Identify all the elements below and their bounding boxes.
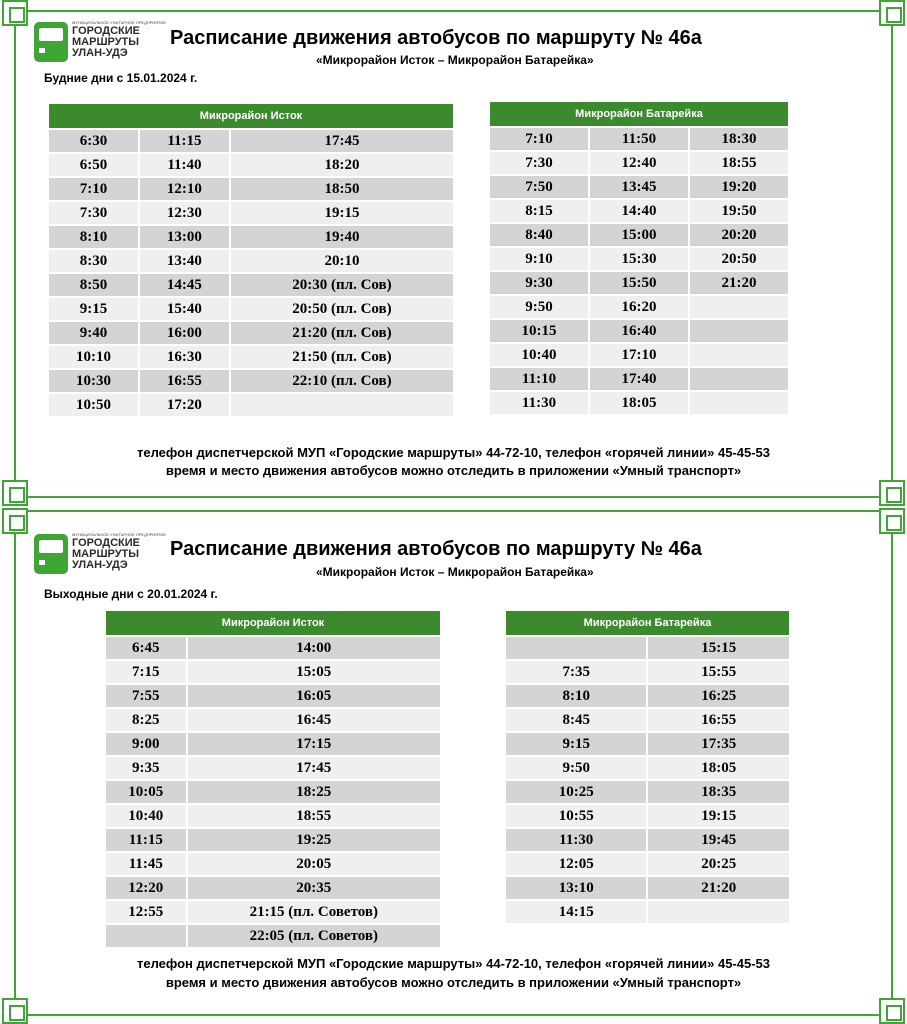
table-row xyxy=(106,661,440,683)
table-row xyxy=(490,176,788,198)
departure-time-cell: 12:20 xyxy=(106,877,186,899)
departure-time-cell: 7:55 xyxy=(106,685,186,707)
table-row xyxy=(106,853,440,875)
departure-time-cell xyxy=(690,392,788,414)
contact-phones: телефон диспетчерской МУП «Городские маршруты» 44-72-10, телефон «горячей линии» 45-45-53 xyxy=(136,445,771,460)
logo-line: МАРШРУТЫ xyxy=(72,36,140,48)
table-row xyxy=(490,272,788,294)
departure-time-cell: 21:15 (пл. Советов) xyxy=(188,901,440,923)
departure-time-cell: 10:25 xyxy=(506,781,646,803)
departure-time-cell: 12:55 xyxy=(106,901,186,923)
departure-time-cell: 7:30 xyxy=(490,152,588,174)
departure-time-cell: 10:40 xyxy=(106,805,186,827)
departure-time-cell xyxy=(690,296,788,318)
departure-time-cell xyxy=(690,344,788,366)
table-header: Микрорайон Исток xyxy=(106,611,440,635)
departure-time-cell xyxy=(506,637,646,659)
frame-bottom xyxy=(14,496,893,498)
table-row xyxy=(490,200,788,222)
departure-time-cell: 10:05 xyxy=(106,781,186,803)
departure-time-cell: 10:15 xyxy=(490,320,588,342)
logo-line: ГОРОДСКИЕ xyxy=(72,25,140,37)
departure-time-cell: 20:50 xyxy=(690,248,788,270)
departure-time-cell: 16:05 xyxy=(188,685,440,707)
departure-time-cell: 18:20 xyxy=(231,154,453,176)
table-row xyxy=(506,901,789,923)
departure-time-cell: 14:15 xyxy=(506,901,646,923)
departure-time-cell: 10:10 xyxy=(49,346,138,368)
departure-time-cell: 18:50 xyxy=(231,178,453,200)
departure-time-cell: 18:05 xyxy=(648,757,789,779)
departure-time-cell: 9:50 xyxy=(490,296,588,318)
departure-time-cell: 8:10 xyxy=(506,685,646,707)
departure-time-cell: 15:00 xyxy=(590,224,688,246)
table-row xyxy=(506,709,789,731)
istok-timetable xyxy=(104,609,442,949)
table-row xyxy=(106,901,440,923)
table-row xyxy=(106,781,440,803)
frame-top xyxy=(14,10,893,12)
departure-time-cell xyxy=(690,320,788,342)
departure-time-cell: 18:55 xyxy=(690,152,788,174)
departure-time-cell: 20:25 xyxy=(648,853,789,875)
departure-time-cell xyxy=(231,394,453,416)
route-subtitle: «Микрорайон Исток – Микрорайон Батарейка» xyxy=(316,53,594,67)
departure-time-cell: 18:25 xyxy=(188,781,440,803)
table-row xyxy=(490,392,788,414)
frame-corner xyxy=(879,998,905,1024)
table-row xyxy=(506,637,789,659)
departure-time-cell xyxy=(690,368,788,390)
departure-time-cell: 9:30 xyxy=(490,272,588,294)
logo-line: ГОРОДСКИЕ xyxy=(72,537,140,549)
table-row xyxy=(506,781,789,803)
table-row xyxy=(49,226,453,248)
departure-time-cell: 13:10 xyxy=(506,877,646,899)
departure-time-cell: 16:45 xyxy=(188,709,440,731)
departure-time-cell: 11:15 xyxy=(106,829,186,851)
table-row xyxy=(106,805,440,827)
departure-time-cell: 8:40 xyxy=(490,224,588,246)
departure-time-cell: 19:20 xyxy=(690,176,788,198)
departure-time-cell: 16:40 xyxy=(590,320,688,342)
frame-top xyxy=(14,510,893,512)
departure-time-cell xyxy=(648,901,789,923)
frame-corner xyxy=(879,0,905,26)
frame-right xyxy=(891,10,893,498)
departure-time-cell: 21:20 (пл. Сов) xyxy=(231,322,453,344)
logo-line: МАРШРУТЫ xyxy=(72,548,140,560)
departure-time-cell: 20:50 (пл. Сов) xyxy=(231,298,453,320)
departure-time-cell: 14:45 xyxy=(140,274,229,296)
table-row xyxy=(490,320,788,342)
bus-icon xyxy=(34,22,68,62)
departure-time-cell: 21:20 xyxy=(690,272,788,294)
table-row xyxy=(506,685,789,707)
departure-time-cell: 16:30 xyxy=(140,346,229,368)
departure-time-cell: 9:40 xyxy=(49,322,138,344)
departure-time-cell: 19:25 xyxy=(188,829,440,851)
departure-time-cell: 14:00 xyxy=(188,637,440,659)
table-row xyxy=(490,152,788,174)
departure-time-cell: 7:50 xyxy=(490,176,588,198)
departure-time-cell: 15:15 xyxy=(648,637,789,659)
departure-time-cell: 11:40 xyxy=(140,154,229,176)
departure-time-cell: 18:05 xyxy=(590,392,688,414)
departure-time-cell: 11:10 xyxy=(490,368,588,390)
table-row xyxy=(490,248,788,270)
weekday-schedule-panel xyxy=(0,0,907,506)
day-type-label: Будние дни с 15.01.2024 г. xyxy=(44,71,198,85)
departure-time-cell: 15:30 xyxy=(590,248,688,270)
table-row xyxy=(49,346,453,368)
departure-time-cell: 9:50 xyxy=(506,757,646,779)
table-row xyxy=(490,224,788,246)
departure-time-cell: 7:10 xyxy=(490,128,588,150)
departure-time-cell: 7:35 xyxy=(506,661,646,683)
frame-right xyxy=(891,510,893,1016)
table-row xyxy=(490,128,788,150)
departure-time-cell: 7:15 xyxy=(106,661,186,683)
departure-time-cell: 19:15 xyxy=(231,202,453,224)
frame-left xyxy=(14,510,16,1016)
departure-time-cell: 10:30 xyxy=(49,370,138,392)
route-subtitle: «Микрорайон Исток – Микрорайон Батарейка» xyxy=(316,565,594,579)
departure-time-cell: 15:40 xyxy=(140,298,229,320)
frame-corner xyxy=(2,0,28,26)
departure-time-cell: 17:15 xyxy=(188,733,440,755)
table-row xyxy=(506,733,789,755)
page-title: Расписание движения автобусов по маршруту № 46а xyxy=(170,538,702,560)
logo-line: УЛАН-УДЭ xyxy=(72,47,128,59)
departure-time-cell: 9:35 xyxy=(106,757,186,779)
departure-time-cell: 17:45 xyxy=(231,130,453,152)
logo-line: УЛАН-УДЭ xyxy=(72,559,128,571)
frame-corner xyxy=(2,508,28,534)
departure-time-cell: 10:50 xyxy=(49,394,138,416)
table-row xyxy=(49,370,453,392)
table-row xyxy=(49,178,453,200)
table-header: Микрорайон Батарейка xyxy=(506,611,789,635)
table-row xyxy=(506,877,789,899)
bus-icon xyxy=(34,534,68,574)
table-row xyxy=(506,829,789,851)
departure-time-cell: 20:30 (пл. Сов) xyxy=(231,274,453,296)
departure-time-cell: 10:55 xyxy=(506,805,646,827)
logo-caption: МУНИЦИПАЛЬНОЕ УНИТАРНОЕ ПРЕДПРИЯТИЕ xyxy=(72,532,167,537)
departure-time-cell: 20:35 xyxy=(188,877,440,899)
table-row xyxy=(106,709,440,731)
departure-time-cell xyxy=(106,925,186,947)
table-row xyxy=(490,344,788,366)
table-row xyxy=(106,757,440,779)
departure-time-cell: 12:30 xyxy=(140,202,229,224)
departure-time-cell: 18:55 xyxy=(188,805,440,827)
departure-time-cell: 8:15 xyxy=(490,200,588,222)
departure-time-cell: 9:15 xyxy=(506,733,646,755)
departure-time-cell: 19:40 xyxy=(231,226,453,248)
table-row xyxy=(49,298,453,320)
departure-time-cell: 21:50 (пл. Сов) xyxy=(231,346,453,368)
departure-time-cell: 8:45 xyxy=(506,709,646,731)
table-header: Микрорайон Исток xyxy=(49,104,453,128)
departure-time-cell: 15:05 xyxy=(188,661,440,683)
company-logo xyxy=(34,532,167,578)
table-row xyxy=(49,154,453,176)
departure-time-cell: 7:30 xyxy=(49,202,138,224)
departure-time-cell: 17:40 xyxy=(590,368,688,390)
departure-time-cell: 8:10 xyxy=(49,226,138,248)
table-row xyxy=(106,829,440,851)
frame-corner xyxy=(2,998,28,1024)
departure-time-cell: 8:50 xyxy=(49,274,138,296)
departure-time-cell: 11:30 xyxy=(490,392,588,414)
table-row xyxy=(106,733,440,755)
departure-time-cell: 6:30 xyxy=(49,130,138,152)
departure-time-cell: 12:05 xyxy=(506,853,646,875)
departure-time-cell: 15:55 xyxy=(648,661,789,683)
departure-time-cell: 11:50 xyxy=(590,128,688,150)
batareyka-timetable xyxy=(488,100,790,416)
departure-time-cell: 20:20 xyxy=(690,224,788,246)
table-row xyxy=(49,322,453,344)
logo-caption: МУНИЦИПАЛЬНОЕ УНИТАРНОЕ ПРЕДПРИЯТИЕ xyxy=(72,20,167,25)
departure-time-cell: 19:45 xyxy=(648,829,789,851)
table-header: Микрорайон Батарейка xyxy=(490,102,788,126)
day-type-label: Выходные дни с 20.01.2024 г. xyxy=(44,587,218,601)
departure-time-cell: 16:55 xyxy=(648,709,789,731)
company-logo xyxy=(34,20,167,66)
departure-time-cell: 11:45 xyxy=(106,853,186,875)
departure-time-cell: 16:20 xyxy=(590,296,688,318)
frame-bottom xyxy=(14,1014,893,1016)
departure-time-cell: 16:25 xyxy=(648,685,789,707)
table-row xyxy=(106,925,440,947)
departure-time-cell: 8:25 xyxy=(106,709,186,731)
departure-time-cell: 14:40 xyxy=(590,200,688,222)
departure-time-cell: 21:20 xyxy=(648,877,789,899)
tracking-info: время и место движения автобусов можно отследить в приложении «Умный транспорт» xyxy=(165,975,742,990)
departure-time-cell: 17:45 xyxy=(188,757,440,779)
departure-time-cell: 13:40 xyxy=(140,250,229,272)
table-row xyxy=(506,853,789,875)
departure-time-cell: 15:50 xyxy=(590,272,688,294)
departure-time-cell: 18:30 xyxy=(690,128,788,150)
page-title: Расписание движения автобусов по маршруту № 46а xyxy=(170,27,702,49)
departure-time-cell: 8:30 xyxy=(49,250,138,272)
departure-time-cell: 19:15 xyxy=(648,805,789,827)
departure-time-cell: 20:10 xyxy=(231,250,453,272)
departure-time-cell: 12:40 xyxy=(590,152,688,174)
departure-time-cell: 7:10 xyxy=(49,178,138,200)
table-row xyxy=(490,368,788,390)
departure-time-cell: 19:50 xyxy=(690,200,788,222)
frame-left xyxy=(14,10,16,498)
departure-time-cell: 22:05 (пл. Советов) xyxy=(188,925,440,947)
departure-time-cell: 20:05 xyxy=(188,853,440,875)
departure-time-cell: 13:45 xyxy=(590,176,688,198)
table-row xyxy=(506,661,789,683)
table-row xyxy=(106,637,440,659)
departure-time-cell: 16:00 xyxy=(140,322,229,344)
table-row xyxy=(49,130,453,152)
table-row xyxy=(490,296,788,318)
table-row xyxy=(49,202,453,224)
departure-time-cell: 9:15 xyxy=(49,298,138,320)
departure-time-cell: 17:20 xyxy=(140,394,229,416)
frame-corner xyxy=(2,480,28,506)
departure-time-cell: 17:35 xyxy=(648,733,789,755)
batareyka-timetable xyxy=(504,609,791,925)
istok-timetable xyxy=(47,102,455,418)
departure-time-cell: 10:40 xyxy=(490,344,588,366)
contact-phones: телефон диспетчерской МУП «Городские маршруты» 44-72-10, телефон «горячей линии» 45-45-53 xyxy=(136,956,771,971)
departure-time-cell: 6:50 xyxy=(49,154,138,176)
departure-time-cell: 12:10 xyxy=(140,178,229,200)
table-row xyxy=(49,274,453,296)
departure-time-cell: 18:35 xyxy=(648,781,789,803)
departure-time-cell: 22:10 (пл. Сов) xyxy=(231,370,453,392)
departure-time-cell: 9:10 xyxy=(490,248,588,270)
departure-time-cell: 11:30 xyxy=(506,829,646,851)
table-row xyxy=(506,805,789,827)
table-row xyxy=(49,394,453,416)
tracking-info: время и место движения автобусов можно отследить в приложении «Умный транспорт» xyxy=(165,463,742,478)
frame-corner xyxy=(879,508,905,534)
table-row xyxy=(106,685,440,707)
logo-text xyxy=(72,538,140,571)
table-row xyxy=(49,250,453,272)
departure-time-cell: 6:45 xyxy=(106,637,186,659)
departure-time-cell: 16:55 xyxy=(140,370,229,392)
departure-time-cell: 9:00 xyxy=(106,733,186,755)
table-row xyxy=(506,757,789,779)
frame-corner xyxy=(879,480,905,506)
departure-time-cell: 11:15 xyxy=(140,130,229,152)
logo-text xyxy=(72,26,140,59)
departure-time-cell: 17:10 xyxy=(590,344,688,366)
table-row xyxy=(106,877,440,899)
weekend-schedule-panel xyxy=(0,510,907,1024)
departure-time-cell: 13:00 xyxy=(140,226,229,248)
